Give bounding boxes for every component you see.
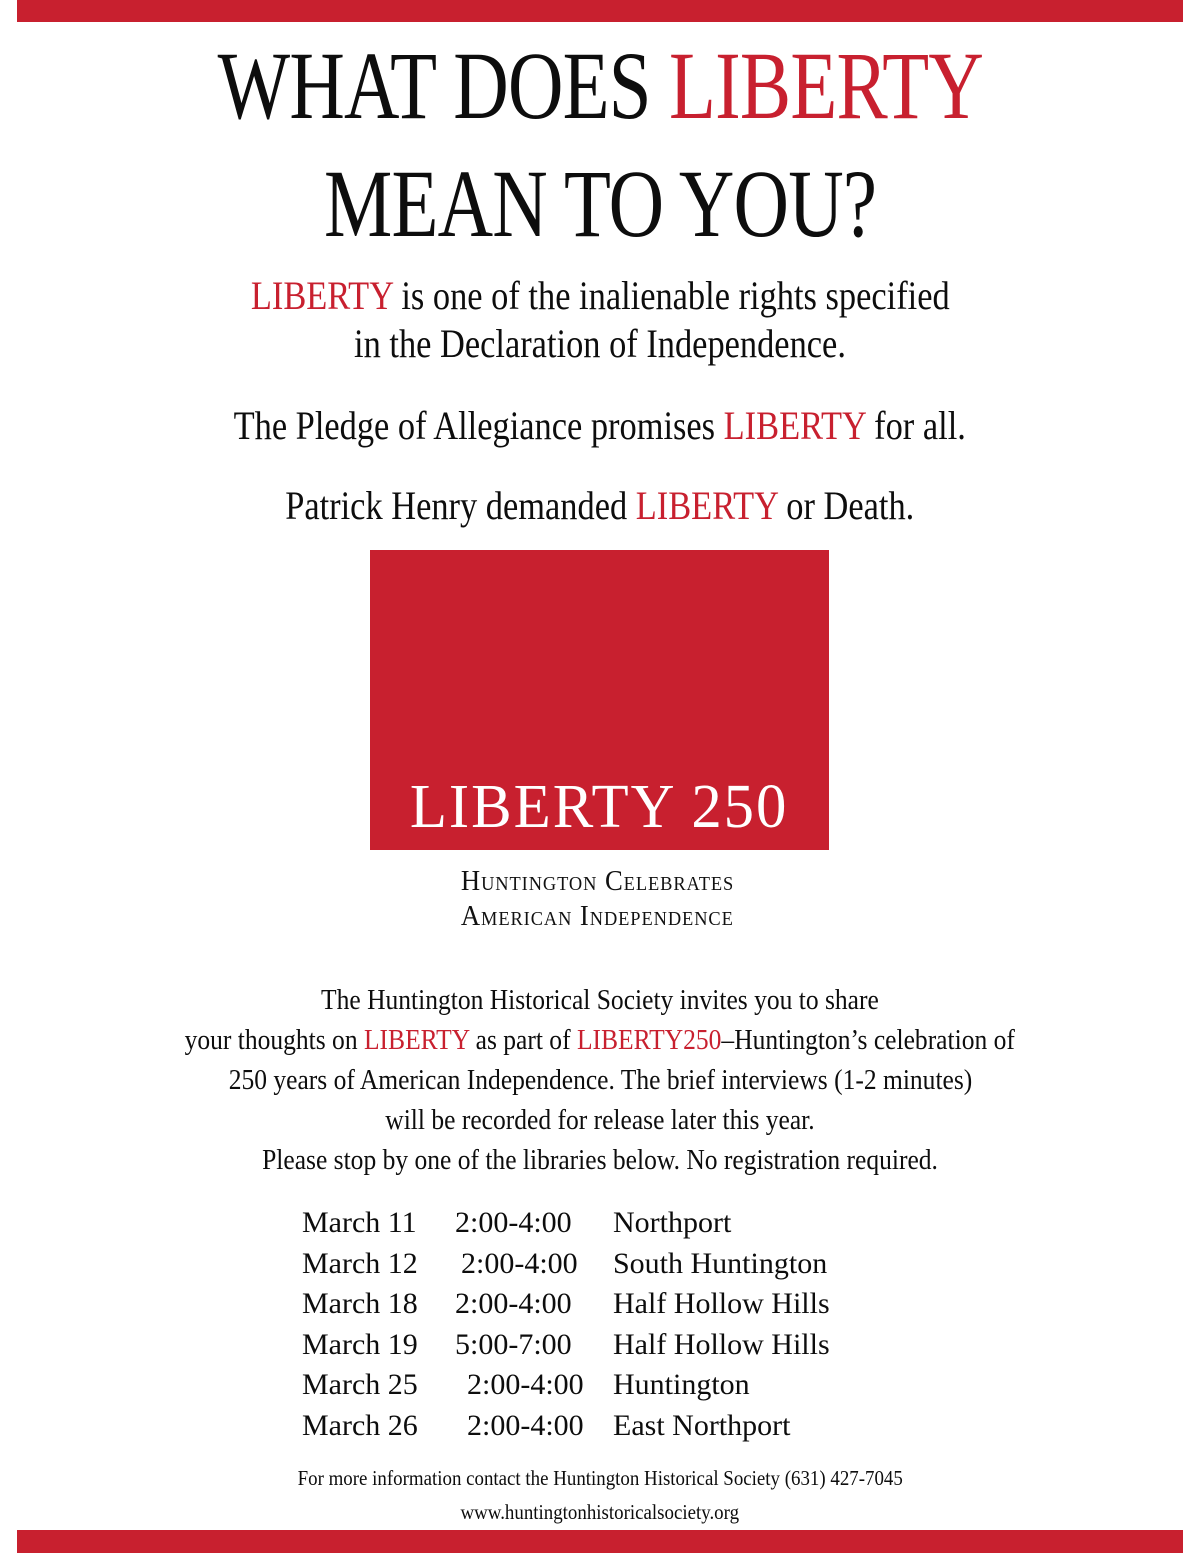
invitation-text-2-suffix: –Huntington’s celebration of (721, 1024, 1016, 1056)
logo-title-text: LIBERTY 250 (410, 773, 789, 841)
schedule-time: 2:00-4:00 (467, 1368, 584, 1401)
schedule-time: 2:00-4:00 (461, 1246, 578, 1280)
footer-contact (0, 1464, 1200, 1492)
invitation-text-3: 250 years of American Independence. The brief interviews (1-2 minutes) (228, 1064, 972, 1096)
invitation-line-5 (0, 1142, 1200, 1178)
schedule-location: Huntington (613, 1368, 750, 1401)
footer-contact-text: For more information contact the Huntington Historical Society (631) 427-7045 (297, 1466, 903, 1490)
intro-statement-2 (0, 402, 1200, 450)
schedule-date: March 18 (302, 1287, 418, 1320)
schedule-location: East Northport (613, 1408, 791, 1442)
intro-text-4-prefix: Patrick Henry demanded (285, 483, 637, 528)
top-red-bar (17, 0, 1183, 22)
schedule-location: South Huntington (613, 1246, 828, 1280)
headline-prefix: WHAT DOES (217, 32, 669, 139)
intro-statement-1 (0, 272, 1200, 320)
intro-text-1: is one of the inalienable rights specified (392, 273, 950, 318)
logo-tagline-2 (400, 899, 795, 933)
invitation-line-1 (0, 982, 1200, 1018)
invitation-liberty: LIBERTY (364, 1024, 470, 1056)
invitation-line-2 (0, 1022, 1200, 1058)
schedule-date: March 25 (302, 1368, 418, 1401)
schedule-row (302, 1284, 902, 1325)
invitation-text-1: The Huntington Historical Society invites you to share (321, 984, 879, 1016)
schedule-time: 2:00-4:00 (455, 1206, 572, 1239)
schedule-date: March 12 (302, 1246, 418, 1280)
schedule-date: March 19 (302, 1327, 418, 1361)
invitation-text-2-prefix: your thoughts on (184, 1024, 365, 1056)
logo-tagline-1-text: Huntington Celebrates (460, 865, 735, 897)
invitation-line-4 (0, 1102, 1200, 1138)
intro-liberty-3: LIBERTY (636, 483, 778, 528)
intro-statement-1-cont (0, 320, 1200, 368)
schedule-row (302, 1203, 902, 1244)
headline-line-2 (0, 150, 1200, 257)
schedule-location: Half Hollow Hills (613, 1287, 830, 1320)
schedule-date: March 26 (302, 1408, 418, 1442)
invitation-line-3 (0, 1062, 1200, 1098)
schedule-row (302, 1406, 902, 1447)
schedule-list (302, 1203, 902, 1446)
logo-tagline-1 (400, 864, 795, 898)
schedule-row (302, 1365, 902, 1406)
schedule-time: 2:00-4:00 (467, 1408, 584, 1442)
headline-liberty: LIBERTY (668, 32, 983, 139)
schedule-row (302, 1325, 902, 1366)
intro-liberty-2: LIBERTY (723, 403, 866, 448)
headline-line-2-text: MEAN TO YOU? (323, 150, 877, 257)
invitation-text-5: Please stop by one of the libraries below. No registration required. (262, 1144, 938, 1176)
logo-title (370, 772, 829, 842)
schedule-time: 2:00-4:00 (455, 1287, 572, 1320)
invitation-liberty250: LIBERTY250 (577, 1024, 722, 1056)
intro-text-3-prefix: The Pledge of Allegiance promises (233, 403, 724, 448)
footer-website[interactable] (0, 1498, 1200, 1526)
schedule-location: Northport (613, 1206, 732, 1239)
intro-text-4-suffix: or Death. (777, 483, 915, 528)
schedule-row (302, 1244, 902, 1285)
schedule-date: March 11 (302, 1206, 417, 1239)
schedule-location: Half Hollow Hills (613, 1327, 830, 1361)
headline-line-1 (0, 32, 1200, 139)
intro-statement-3 (0, 482, 1200, 530)
invitation-text-4: will be recorded for release later this year. (385, 1104, 815, 1136)
schedule-time: 5:00-7:00 (455, 1327, 572, 1361)
invitation-text-2-middle: as part of (469, 1024, 578, 1056)
logo-tagline-2-text: American Independence (461, 900, 734, 932)
bottom-red-bar (17, 1530, 1183, 1553)
intro-liberty-1: LIBERTY (250, 273, 393, 318)
website-link[interactable]: www.huntingtonhistoricalsociety.org (460, 1500, 740, 1524)
intro-text-2: in the Declaration of Independence. (354, 321, 846, 366)
intro-text-3-suffix: for all. (865, 403, 967, 448)
